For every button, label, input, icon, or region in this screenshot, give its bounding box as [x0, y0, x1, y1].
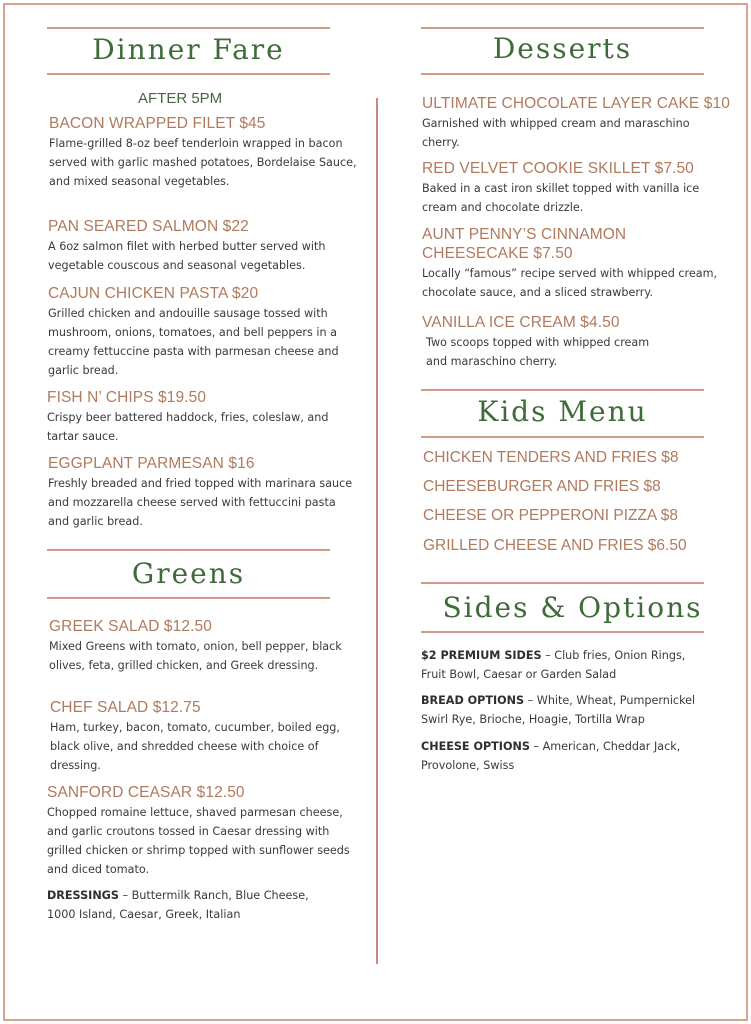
- menu-item-title-line1: AUNT PENNY’S CINNAMON: [422, 226, 627, 243]
- menu-item-desc: Two scoops topped with whipped cream and maraschino cherry.: [426, 336, 650, 368]
- greens-title: Greens: [131, 557, 246, 590]
- greens-header: [47, 549, 330, 599]
- sides-rule-top: [421, 582, 704, 584]
- kids-item: CHICKEN TENDERS AND FRIES $8: [423, 449, 679, 466]
- menu-item-desc: Grilled chicken and andouille sausage tossed with mushroom, onions, tomatoes, and bell peppers in a creamy fettuccine pasta with parmesan cheese and garlic bread.: [48, 307, 339, 377]
- dinner-rule-bottom: [47, 73, 330, 75]
- kids-item: CHEESEBURGER AND FRIES $8: [423, 478, 661, 495]
- menu-item: [422, 159, 722, 217]
- menu-item: [47, 388, 357, 446]
- menu-item: [422, 225, 722, 302]
- menu-item-title: ULTIMATE CHOCOLATE LAYER CAKE $10: [422, 95, 730, 112]
- menu-item: [49, 617, 359, 675]
- premium-sides-note: [421, 646, 706, 684]
- menu-item: [48, 454, 358, 531]
- cheese-options-label: CHEESE OPTIONS: [421, 740, 530, 753]
- kids-item: GRILLED CHEESE AND FRIES $6.50: [423, 537, 687, 554]
- kids-title: Kids Menu: [477, 395, 648, 428]
- dressings-label: DRESSINGS: [47, 889, 119, 902]
- menu-item-title: VANILLA ICE CREAM $4.50: [422, 314, 620, 331]
- menu-item-title: SANFORD CEASAR $12.50: [47, 784, 245, 801]
- menu-item-title: CAJUN CHICKEN PASTA $20: [48, 285, 259, 302]
- sides-title: Sides & Options: [442, 591, 703, 624]
- sides-header: [421, 582, 704, 634]
- menu-item-desc: Locally “famous” recipe served with whipped cream, chocolate sauce, and a sliced strawberry.: [422, 267, 718, 299]
- menu-item-desc: Flame-grilled 8-oz beef tenderloin wrapped in bacon served with garlic mashed potatoes, Bordelaise Sauce, and mixed seasonal vegetables.: [49, 137, 357, 188]
- menu-item-title: PAN SEARED SALMON $22: [48, 218, 249, 235]
- dinner-subtitle: AFTER 5PM: [138, 90, 223, 107]
- sides-rule-bottom: [421, 631, 704, 633]
- bread-options-note: [421, 691, 711, 729]
- menu-item-title: GREEK SALAD $12.50: [49, 618, 212, 635]
- menu-item: [48, 217, 358, 275]
- greens-rule-top: [47, 549, 330, 551]
- premium-sides-text: – Club fries, Onion Rings, Fruit Bowl, Caesar or Garden Salad: [421, 649, 686, 681]
- menu-item-title: EGGPLANT PARMESAN $16: [48, 455, 255, 472]
- desserts-title: Desserts: [492, 32, 633, 65]
- desserts-header: [421, 27, 704, 75]
- menu-item-desc: Chopped romaine lettuce, shaved parmesan cheese, and garlic croutons tossed in Caesar dressing with grilled chicken or shrimp topped with sunflower seeds and diced tomato.: [47, 806, 350, 876]
- column-divider: [376, 98, 378, 964]
- menu-item-desc: Garnished with whipped cream and maraschino cherry.: [422, 117, 690, 149]
- bread-options-label: BREAD OPTIONS: [421, 694, 525, 707]
- desserts-rule-bottom: [421, 73, 704, 75]
- menu-item: [422, 313, 722, 371]
- dinner-header: [47, 27, 330, 75]
- menu-item-desc: Freshly breaded and fried topped with marinara sauce and mozzarella cheese served with fettuccini pasta and garlic bread.: [48, 477, 353, 528]
- bread-options-text: – White, Wheat, Pumpernickel Swirl Rye, Brioche, Hoagie, Tortilla Wrap: [421, 694, 696, 726]
- menu-item: [49, 114, 359, 191]
- desserts-rule-top: [421, 27, 704, 29]
- menu-item-title: CHEF SALAD $12.75: [50, 699, 201, 716]
- kids-rule-bottom: [421, 436, 704, 438]
- menu-item-title: BACON WRAPPED FILET $45: [49, 115, 266, 132]
- kids-item: CHEESE OR PEPPERONI PIZZA $8: [423, 507, 678, 524]
- premium-sides-label: $2 PREMIUM SIDES: [421, 649, 542, 662]
- menu-item-title-line2: CHEESECAKE $7.50: [422, 245, 573, 262]
- cheese-options-text: – American, Cheddar Jack, Provolone, Swiss: [421, 740, 681, 772]
- greens-rule-bottom: [47, 597, 330, 599]
- dressings-text: – Buttermilk Ranch, Blue Cheese, 1000 Island, Caesar, Greek, Italian: [47, 889, 309, 921]
- menu-item-title: FISH N’ CHIPS $19.50: [47, 389, 207, 406]
- menu-item: [48, 284, 358, 380]
- dressings-note: [47, 886, 332, 924]
- kids-rule-top: [421, 389, 704, 391]
- cheese-options-note: [421, 737, 711, 775]
- menu-item: [50, 698, 360, 775]
- dinner-title: Dinner Fare: [92, 33, 285, 66]
- menu-item-desc: Crispy beer battered haddock, fries, coleslaw, and tartar sauce.: [47, 411, 329, 443]
- dinner-rule-top: [47, 27, 330, 29]
- menu-item: [47, 783, 357, 879]
- menu-item-desc: Ham, turkey, bacon, tomato, cucumber, boiled egg, black olive, and shredded cheese with choice of dressing.: [50, 721, 340, 772]
- menu-item-desc: Mixed Greens with tomato, onion, bell pepper, black olives, feta, grilled chicken, and Greek dressing.: [49, 640, 342, 672]
- kids-header: [421, 389, 704, 439]
- menu-item-desc: A 6oz salmon filet with herbed butter served with vegetable couscous and seasonal vegetables.: [48, 240, 326, 272]
- menu-item: [422, 94, 730, 152]
- menu-item-title: RED VELVET COOKIE SKILLET $7.50: [422, 160, 694, 177]
- menu-item-desc: Baked in a cast iron skillet topped with vanilla ice cream and chocolate drizzle.: [422, 182, 700, 214]
